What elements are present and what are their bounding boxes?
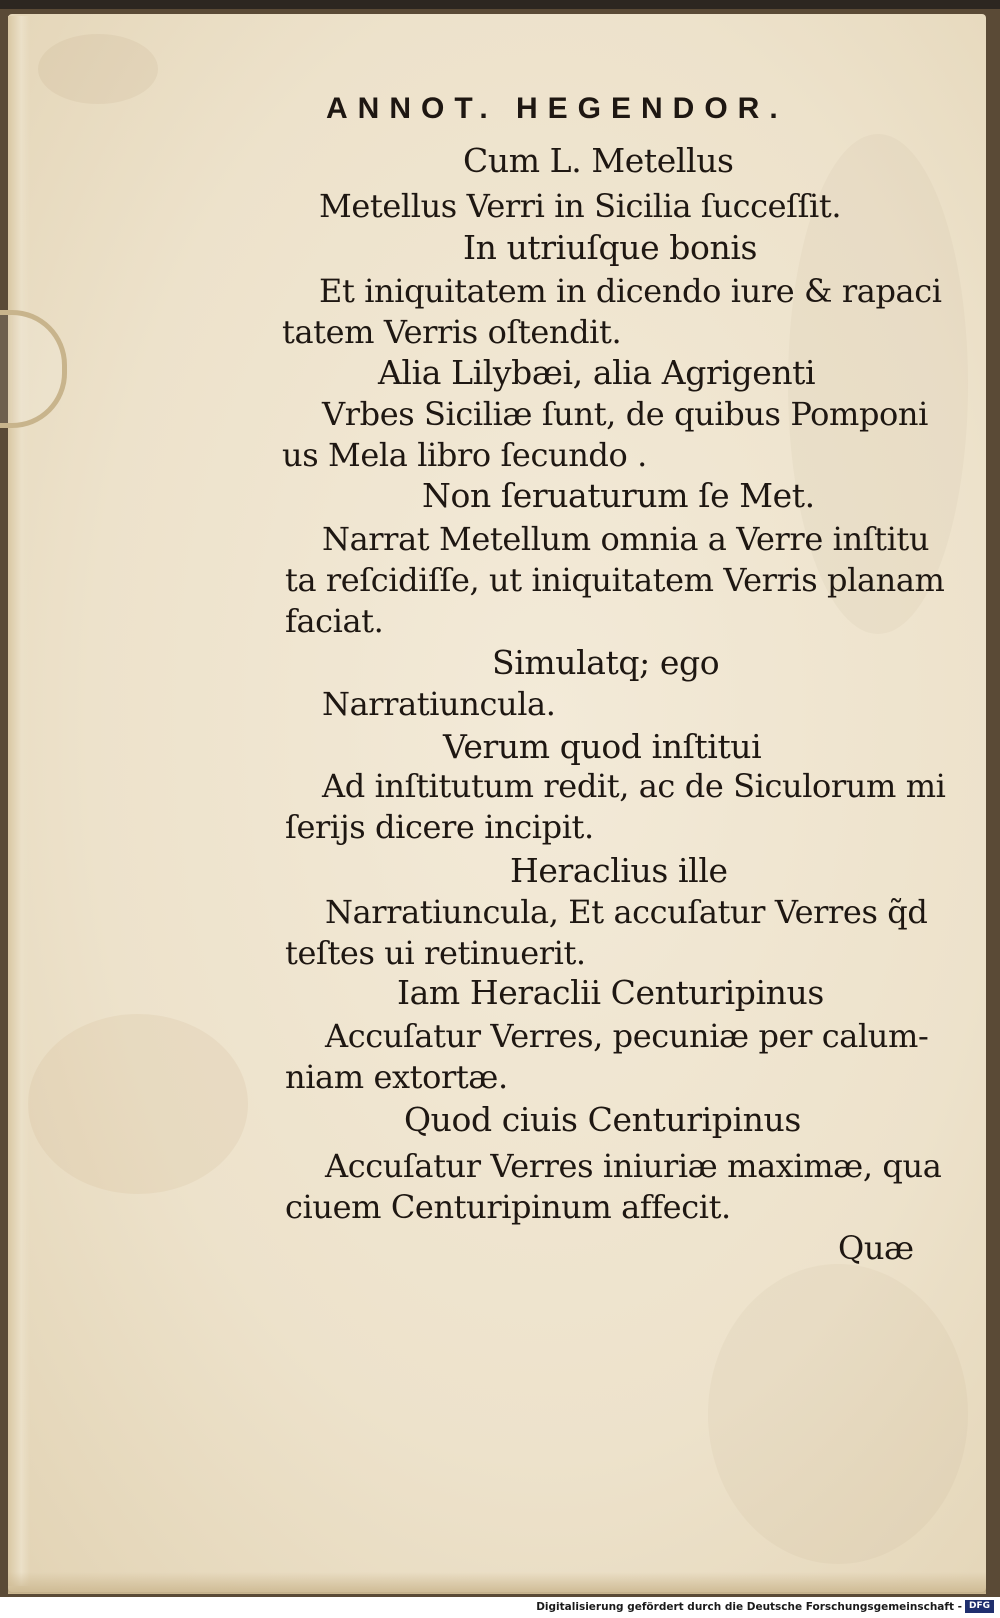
body-line: Narratiuncula. <box>322 685 556 723</box>
body-line: Accuſatur Verres iniuriæ maximæ, qua <box>325 1147 942 1185</box>
body-line: niam extortæ. <box>285 1058 508 1096</box>
page-stain <box>38 34 158 104</box>
body-line: ciuem Centuripinum affecit. <box>285 1188 731 1226</box>
body-line: us Mela libro ſecundo . <box>282 436 647 474</box>
body-line: Ad inſtitutum redit, ac de Siculorum mi <box>322 767 946 805</box>
lemma-line: Alia Lilybæi, alia Agrigenti <box>378 353 816 392</box>
body-line: ta reſcidiſſe, ut iniquitatem Verris planam <box>285 561 945 599</box>
body-line: Et iniquitatem in dicendo iure & rapaci <box>319 272 942 310</box>
body-line: teſtes ui retinuerit. <box>285 934 586 972</box>
body-line: tatem Verris oſtendit. <box>282 313 622 351</box>
body-line: Vrbes Siciliæ ſunt, de quibus Pomponi <box>322 395 928 433</box>
body-line: Narratiuncula, Et accuſatur Verres q̃d <box>325 893 928 931</box>
lemma-line: Heraclius ille <box>510 851 728 890</box>
running-head: ANNOT. HEGENDOR. <box>326 92 788 125</box>
body-line: Accuſatur Verres, pecuniæ per calum- <box>325 1017 929 1055</box>
page-stain <box>28 1014 248 1194</box>
page-gutter-edge <box>8 16 30 1586</box>
lemma-line: Simulatq; ego <box>492 643 720 682</box>
lemma-line: Non ſeruaturum ſe Met. <box>422 476 815 515</box>
body-line: ſerijs dicere incipit. <box>285 808 594 846</box>
body-line: Narrat Metellum omnia a Verre inſtitu <box>322 520 930 558</box>
lemma-line: In utriuſque bonis <box>463 228 758 267</box>
dfg-logo: DFG <box>965 1600 994 1613</box>
funding-credit: Digitalisierung gefördert durch die Deutsche Forschungsgemeinschaft - <box>536 1601 962 1613</box>
footer-bar <box>0 1597 1000 1618</box>
lemma-line: Cum L. Metellus <box>463 141 734 180</box>
lemma-line: Iam Heraclii Centuripinus <box>397 973 824 1012</box>
lemma-line: Verum quod inſtitui <box>443 727 762 766</box>
page-bottom-edge <box>8 1572 986 1594</box>
page-stain <box>708 1264 968 1564</box>
lemma-line: Quod ciuis Centuripinus <box>404 1100 801 1139</box>
body-line: Metellus Verri in Sicilia ſucceſſit. <box>319 187 842 225</box>
catchword: Quæ <box>838 1229 914 1267</box>
scan-top-border <box>0 0 1000 9</box>
body-line: faciat. <box>285 602 384 640</box>
